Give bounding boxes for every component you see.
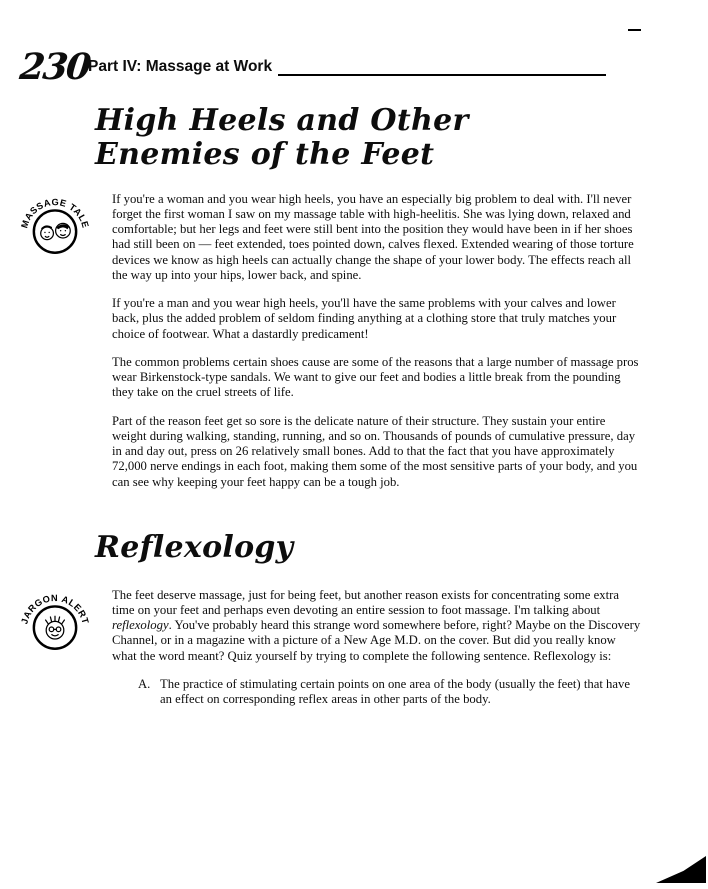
reflexology-section (19, 587, 643, 708)
high-heels-section (19, 191, 643, 490)
part-title: Part IV: Massage at Work (88, 58, 273, 75)
massage-tale-icon (18, 184, 92, 258)
page-curl-mark (656, 856, 706, 883)
heading-line-2: Enemies of the Feet (95, 136, 435, 172)
jargon-alert-icon (18, 580, 92, 654)
massage-tale-badge-label: MASSAGE TALE (19, 196, 91, 230)
heading-line-1: High Heels and Other (95, 103, 469, 138)
paragraph-3: The common problems certain shoes cause are some of the reasons that a large number of massage pros wear Birkenstock-type sandals. We want to give our feet and bodies a little break from the pounding they take on the cruel streets of life. (112, 354, 639, 400)
paragraph-2: If you're a man and you wear high heels, you'll have the same problems with your calves and lower back, plus the added problem of seldom finding anything at a clothing store that truly matches your choice of footwear. What a dastardly predicament! (112, 296, 617, 341)
running-head (17, 46, 606, 88)
reflexology-paragraph (112, 588, 643, 664)
reflexology-term: reflexology (112, 618, 169, 633)
paragraph-4: Part of the reason feet get so sore is the delicate nature of their structure. They sustain your entire weight during walking, standing, running, and so on. Thousands of pounds of cumulative pressure, day in and day out, press on 26 relatively small bones. Add to that the fact that you have approximately 72,000 nerve endings in each foot, making them some of the most sensitive parts of your body, and you can see why keeping your feet happy can be a tough job. (112, 413, 638, 489)
paragraph-1: If you're a woman and you wear high heels, you have an especially big problem to deal with. I'll never forget the first woman I saw on my massage table with high-heelitis. She was lying down, relaxed and comfortable; but her legs and feet were still bent into the position they would have been in if her shoes had still been on — feet extended, toes pointed down, calves flexed. Extended wearing of those torture devices we know as high heels can actually change the shape of your lower body. The effects reach all the way up into your hips, lower back, and spine. (112, 191, 634, 282)
reflexology-text-after: . You've probably heard this strange word somewhere before, right? Maybe on the Discovery Channel, or in a magazine with a picture of a New Age M.D. on the cover. But did you really know what the word meant? Quiz yourself by trying to complete the following sentence. Reflexology is: (112, 618, 641, 663)
massage-tale-badge (18, 184, 92, 258)
section-heading-reflexology: Reflexology (95, 529, 294, 565)
scan-edge-mark (628, 29, 641, 31)
quiz-option-a (138, 677, 643, 707)
text-column (19, 103, 643, 707)
header-rule (278, 74, 606, 76)
page-number: 230 (17, 46, 92, 88)
section-heading-high-heels (95, 104, 643, 172)
reflexology-text-before: The feet deserve massage, just for being feet, but another reason exists for concentrating some extra time on your feet and perhaps even devoting an entire session to foot massage. I'm talking about (112, 587, 619, 617)
quiz-option-a-label: A. (138, 676, 151, 691)
jargon-alert-badge (18, 580, 92, 654)
jargon-alert-badge-label: JARGON ALERT (19, 592, 91, 625)
quiz-option-a-text: The practice of stimulating certain points on one area of the body (usually the feet) that have an effect on corresponding reflex areas in other parts of the body. (160, 676, 630, 707)
